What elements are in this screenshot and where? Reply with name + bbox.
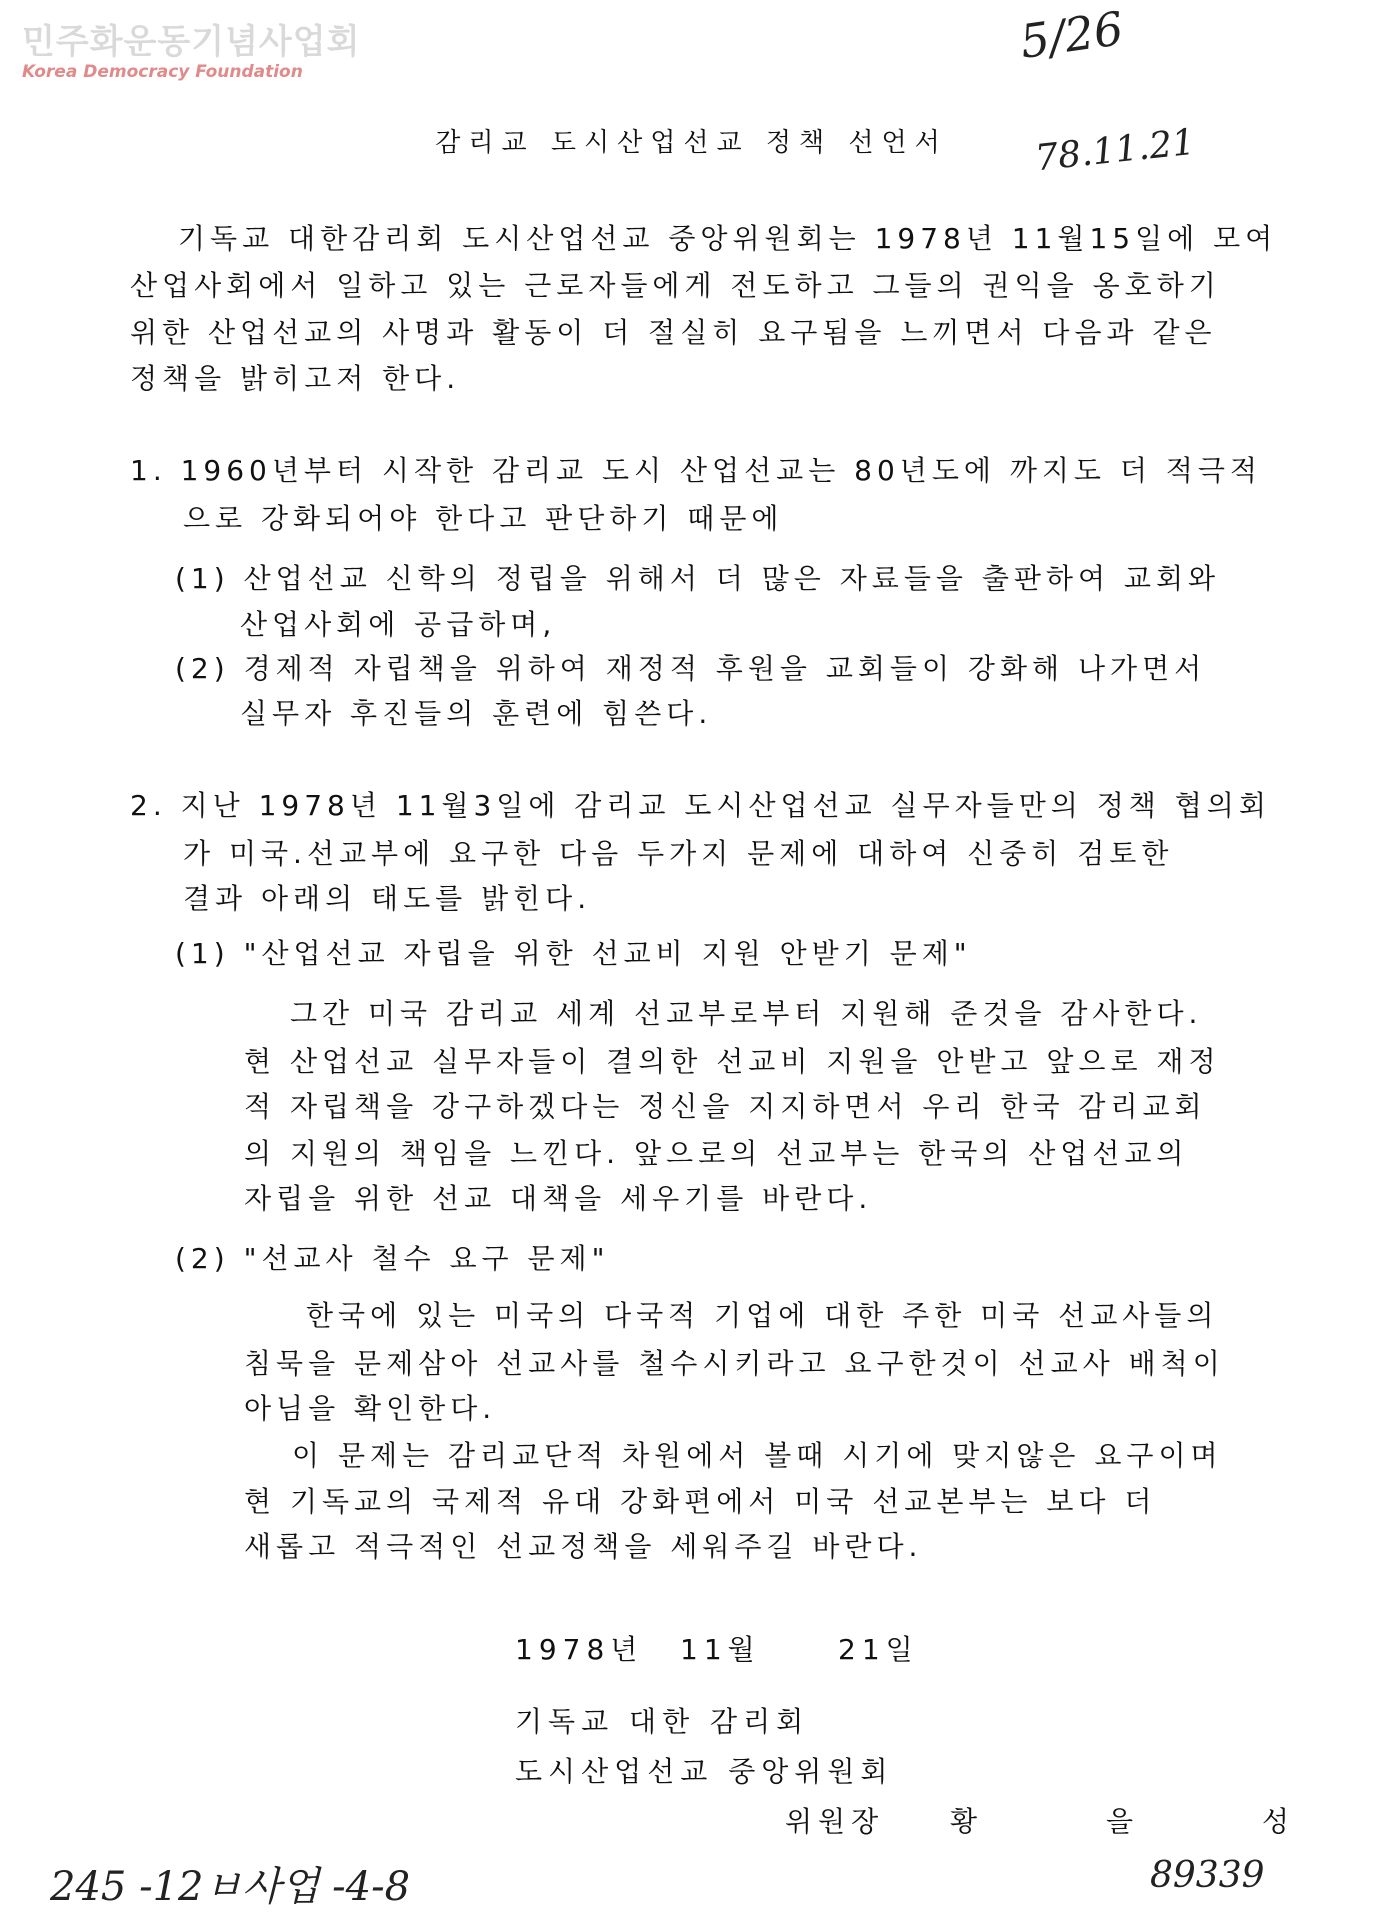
body-line: 새롭고 적극적인 선교정책을 세워주길 바란다.	[244, 1530, 923, 1563]
body-line: 결과 아래의 태도를 밝힌다.	[183, 882, 592, 915]
item-2-2: (2) "선교사 철수 요구 문제"	[175, 1242, 610, 1275]
body-line: 적 자립책을 강구하겠다는 정신을 지지하면서 우리 한국 감리교회	[244, 1090, 1207, 1123]
body-line: 기독교 대한감리회 도시산업선교 중앙위원회는 1978년 11월15일에 모여	[178, 222, 1278, 255]
handwritten-page-mark: 5/26	[1016, 1, 1127, 69]
document-title: 감리교 도시산업선교 정책 선언서	[435, 128, 948, 158]
signature-date-day: 21일	[838, 1633, 919, 1666]
item-1-1: (1) 산업선교 신학의 정립을 위해서 더 많은 자료들을 출판하여 교회와	[175, 562, 1221, 595]
watermark-korean: 민주화운동기념사업회	[22, 22, 361, 62]
body-line: 가 미국.선교부에 요구한 다음 두가지 문제에 대하여 신중히 검토한	[183, 837, 1174, 870]
body-line: 현 산업선교 실무자들이 결의한 선교비 지원을 안받고 앞으로 재정	[244, 1045, 1221, 1078]
body-line: 정책을 밝히고저 한다.	[130, 362, 461, 395]
signature-date-year: 1978년	[515, 1633, 644, 1666]
item-2-1: (1) "산업선교 자립을 위한 선교비 지원 안받기 문제"	[175, 937, 972, 970]
body-line: 아님을 확인한다.	[244, 1392, 497, 1425]
body-line: 산업사회에서 일하고 있는 근로자들에게 전도하고 그들의 권익을 옹호하기	[130, 269, 1221, 302]
handwritten-date-note: 78.11.21	[1033, 121, 1198, 180]
section-1-heading: 1. 1960년부터 시작한 감리교 도시 산업선교는 80년도에 까지도 더 적극적	[130, 454, 1262, 487]
signature-date-month: 11월	[680, 1633, 761, 1666]
signature-org-1: 기독교 대한 감리회	[515, 1705, 810, 1738]
signature-org-2: 도시산업선교 중앙위원회	[515, 1755, 894, 1788]
watermark-english: Korea Democracy Foundation	[22, 62, 303, 82]
body-line: 산업사회에 공급하며,	[240, 608, 557, 641]
body-line: 한국에 있는 미국의 다국적 기업에 대한 주한 미국 선교사들의	[306, 1299, 1219, 1332]
signature-chair-name: 황 을 성	[950, 1805, 1349, 1838]
body-line: 그간 미국 감리교 세계 선교부로부터 지원해 준것을 감사한다.	[290, 997, 1203, 1030]
body-line: 의 지원의 책임을 느낀다. 앞으로의 선교부는 한국의 산업선교의	[244, 1137, 1189, 1170]
handwritten-record-number: 89339	[1150, 1855, 1265, 1896]
body-line: 실무자 후진들의 훈련에 힘쓴다.	[240, 697, 713, 730]
body-line: 침묵을 문제삼아 선교사를 철수시키라고 요구한것이 선교사 배척이	[244, 1347, 1225, 1380]
body-line: 현 기독교의 국제적 유대 강화편에서 미국 선교본부는 보다 더	[244, 1485, 1157, 1518]
body-line: 위한 산업선교의 사명과 활동이 더 절실히 요구됨을 느끼면서 다음과 같은	[130, 316, 1217, 349]
item-1-2: (2) 경제적 자립책을 위하여 재정적 후원을 교회들이 강화해 나가면서	[175, 652, 1207, 685]
handwritten-archive-code: 245 -12ㅂ사업 -4-8	[50, 1864, 411, 1910]
body-line: 자립을 위한 선교 대책을 세우기를 바란다.	[244, 1182, 873, 1215]
body-line: 으로 강화되어야 한다고 판단하기 때문에	[183, 502, 784, 535]
body-line: 이 문제는 감리교단적 차원에서 볼때 시기에 맞지않은 요구이며	[292, 1439, 1223, 1472]
signature-chair-title: 위원장	[785, 1805, 885, 1838]
section-2-heading: 2. 지난 1978년 11월3일에 감리교 도시산업선교 실무자들만의 정책 협의회	[130, 789, 1271, 822]
